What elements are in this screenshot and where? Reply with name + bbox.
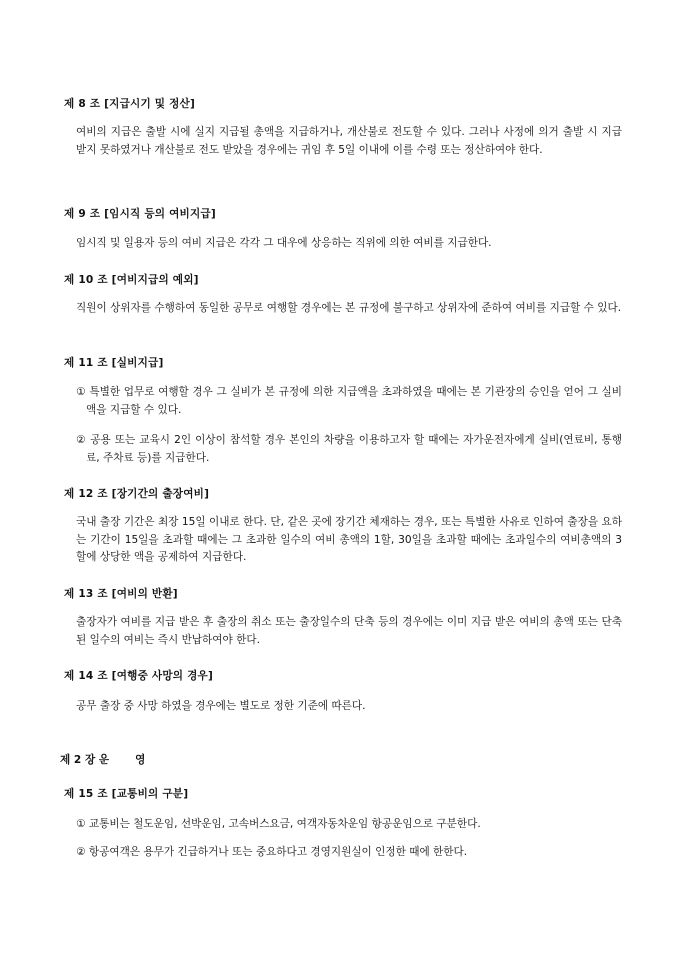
- article-9-heading: 제 9 조 [임시직 등의 여비지급]: [64, 208, 216, 220]
- chapter-heading: [60, 752, 145, 767]
- article-11-heading: 제 11 조 [실비지급]: [64, 357, 164, 369]
- article-12-heading: 제 12 조 [장기간의 출장여비]: [64, 488, 210, 500]
- article-15-item-1: ① 교통비는 철도운임, 선박운임, 고속버스요금, 여객자동차운임 항공운임으로 구분한다.: [76, 818, 481, 830]
- chapter-title-part-2: 영: [135, 754, 146, 766]
- chapter-number: 제 2 장: [60, 754, 96, 766]
- article-9-text: 임시직 및 일용자 등의 여비 지급은 각각 그 대우에 상응하는 직위에 의한 여비를 지급한다.: [76, 237, 492, 249]
- article-15-heading: 제 15 조 [교통비의 구분]: [64, 788, 189, 800]
- article-13-text: 출장자가 여비를 지급 받은 후 출장의 취소 또는 출장일수의 단축 등의 경우에는 이미 지급 받은 여비의 총액 또는 단축된 일수의 여비는 즉시 반납하여야 한다.: [76, 616, 622, 646]
- article-12-text: 국내 출장 기간은 최장 15일 이내로 한다. 단, 같은 곳에 장기간 체재하는 경우, 또는 특별한 사유로 인하여 출장을 요하는 기간이 15일을 초과할 때에는 그 초과한 일수의 여비 총액의 1할, 30일을 초과할 때에는 초과일수의 여비총액의 3할에 상당한 액을 공제하여 지급한다.: [76, 516, 622, 563]
- article-14-text: 공무 출장 중 사망 하였을 경우에는 별도로 정한 기준에 따른다.: [76, 700, 366, 712]
- article-11-item-2: ② 공용 또는 교육시 2인 이상이 참석할 경우 본인의 차량을 이용하고자 할 때에는 자가운전자에게 실비(연료비, 통행료, 주차료 등)를 지급한다.: [76, 434, 622, 464]
- article-10-heading: 제 10 조 [여비지급의 예외]: [64, 274, 199, 286]
- article-15-item-2: ② 항공여객은 용무가 긴급하거나 또는 중요하다고 경영지원실이 인정한 때에 한한다.: [76, 846, 468, 858]
- article-13-heading: 제 13 조 [여비의 반환]: [64, 588, 178, 600]
- article-10-text: 직원이 상위자를 수행하여 동일한 공무로 여행할 경우에는 본 규정에 불구하고 상위자에 준하여 여비를 지급할 수 있다.: [76, 302, 622, 314]
- article-8-heading: 제 8 조 [지급시기 및 정산]: [64, 98, 195, 110]
- article-11-item-1: ① 특별한 업무로 여행할 경우 그 실비가 본 규정에 의한 지급액을 초과하였을 때에는 본 기관장의 승인을 얻어 그 실비액을 지급할 수 있다.: [76, 386, 622, 416]
- article-8-text: 여비의 지급은 출발 시에 실지 지급될 총액을 지급하거나, 개산불로 전도할 수 있다. 그러나 사정에 의거 출발 시 지급 받지 못하였거나 개산불로 전도 받았을 경우에는 귀임 후 5일 이내에 이를 수령 또는 정산하여야 한다.: [76, 126, 622, 156]
- chapter-title-part-1: 운: [98, 754, 110, 766]
- article-14-heading: 제 14 조 [여행중 사망의 경우]: [64, 670, 214, 682]
